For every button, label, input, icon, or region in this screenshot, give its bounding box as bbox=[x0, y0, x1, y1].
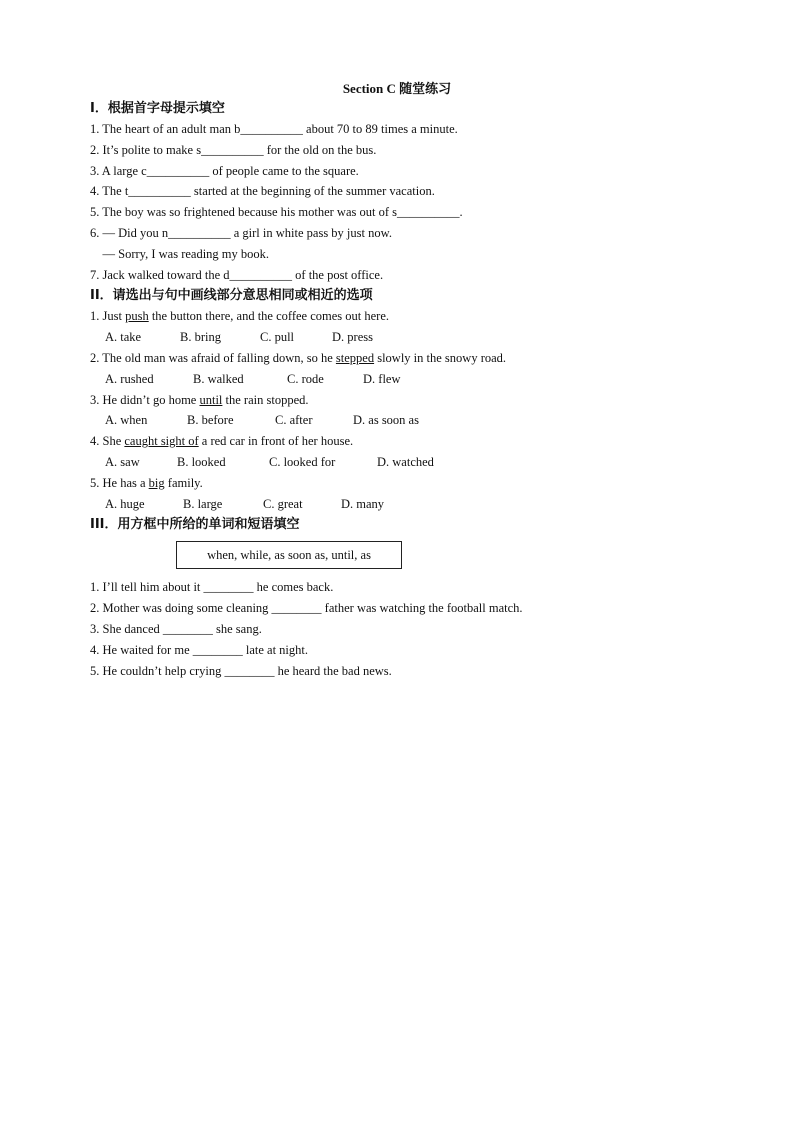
question-line: 3. A large c__________ of people came to the square. bbox=[90, 163, 359, 178]
question-line: 5. The boy was so frightened because his mother was out of s__________. bbox=[90, 205, 463, 220]
question-line bbox=[90, 348, 710, 369]
question-line: 1. I’ll tell him about it ________ he comes back. bbox=[90, 580, 334, 595]
answer-option[interactable]: B. bring bbox=[180, 330, 221, 345]
worksheet-content bbox=[90, 98, 710, 681]
question-line: 7. Jack walked toward the d__________ of the post office. bbox=[90, 267, 384, 282]
answer-option[interactable]: A. take bbox=[105, 330, 142, 345]
question-line: 4. The t__________ started at the beginning of the summer vacation. bbox=[90, 184, 435, 199]
question-text-start: 3. He didn’t go home bbox=[90, 392, 200, 407]
answer-options bbox=[90, 369, 710, 390]
question-text-start: 4. She bbox=[90, 434, 125, 449]
section-heading-2: II．请选出与句中画线部分意思相同或相近的选项 bbox=[90, 288, 373, 304]
word-box-row bbox=[90, 535, 710, 577]
underlined-phrase: caught sight of bbox=[124, 434, 199, 449]
answer-option[interactable]: A. saw bbox=[105, 454, 140, 469]
question-line: 2. Mother was doing some cleaning ________ father was watching the football match. bbox=[90, 601, 523, 616]
answer-option[interactable]: C. looked for bbox=[269, 454, 336, 469]
question-text-start: 2. The old man was afraid of falling down, so he bbox=[90, 350, 336, 365]
question-line: 1. The heart of an adult man b__________ about 70 to 89 times a minute. bbox=[90, 122, 458, 136]
question-text-end: a red car in front of her house. bbox=[198, 434, 354, 449]
answer-option[interactable]: A. huge bbox=[105, 496, 145, 511]
underlined-phrase: until bbox=[199, 392, 223, 407]
answer-option[interactable]: D. press bbox=[332, 330, 373, 345]
section-heading-1: I．根据首字母提示填空 bbox=[90, 101, 225, 116]
answer-option[interactable]: D. flew bbox=[363, 371, 401, 386]
section-2-questions bbox=[90, 306, 710, 514]
answer-option[interactable]: A. when bbox=[105, 413, 148, 428]
section-heading-3: III．用方框中所给的单词和短语填空 bbox=[90, 517, 300, 533]
question-text-start: 5. He has a bbox=[90, 475, 149, 490]
question-line: 3. She danced ________ she sang. bbox=[90, 621, 262, 636]
question-line: — Sorry, I was reading my book. bbox=[90, 246, 270, 261]
word-box: when, while, as soon as, until, as bbox=[176, 541, 402, 569]
answer-options bbox=[90, 494, 710, 515]
question-line: 6. — Did you n__________ a girl in white pass by just now. bbox=[90, 225, 392, 240]
underlined-phrase: stepped bbox=[335, 350, 375, 365]
answer-option[interactable]: C. pull bbox=[260, 330, 295, 345]
question-text-end: slowly in the snowy road. bbox=[374, 350, 507, 365]
answer-option[interactable]: A. rushed bbox=[105, 371, 154, 386]
answer-options bbox=[90, 410, 710, 431]
question-text-start: 1. Just bbox=[90, 309, 126, 324]
answer-option[interactable]: C. after bbox=[275, 413, 313, 428]
question-line bbox=[90, 306, 710, 327]
answer-option[interactable]: B. walked bbox=[193, 371, 244, 386]
answer-option[interactable]: D. many bbox=[341, 496, 385, 511]
answer-option[interactable]: C. great bbox=[263, 496, 303, 511]
underlined-phrase: big bbox=[148, 475, 165, 490]
answer-option[interactable]: B. looked bbox=[177, 454, 226, 469]
section-3-questions bbox=[90, 577, 710, 681]
question-line bbox=[90, 431, 710, 452]
answer-option[interactable]: C. rode bbox=[287, 371, 324, 386]
answer-option[interactable]: B. before bbox=[187, 413, 234, 428]
answer-options bbox=[90, 327, 710, 348]
answer-option[interactable]: B. large bbox=[183, 496, 223, 511]
answer-option[interactable]: D. as soon as bbox=[353, 413, 419, 428]
question-line: 4. He waited for me ________ late at night. bbox=[90, 642, 308, 657]
answer-options bbox=[90, 452, 710, 473]
question-line bbox=[90, 473, 710, 494]
answer-option[interactable]: D. watched bbox=[377, 454, 434, 469]
question-text-end: family. bbox=[164, 475, 203, 490]
page-title: Section C 随堂练习 bbox=[342, 81, 452, 96]
question-line bbox=[90, 390, 710, 411]
question-line: 2. It’s polite to make s__________ for the old on the bus. bbox=[90, 142, 377, 157]
underlined-phrase: push bbox=[125, 309, 149, 324]
question-line: 5. He couldn’t help crying ________ he heard the bad news. bbox=[90, 663, 392, 678]
question-text-end: the button there, and the coffee comes out here. bbox=[148, 309, 390, 324]
section-1-questions bbox=[90, 119, 710, 285]
question-text-end: the rain stopped. bbox=[222, 392, 309, 407]
